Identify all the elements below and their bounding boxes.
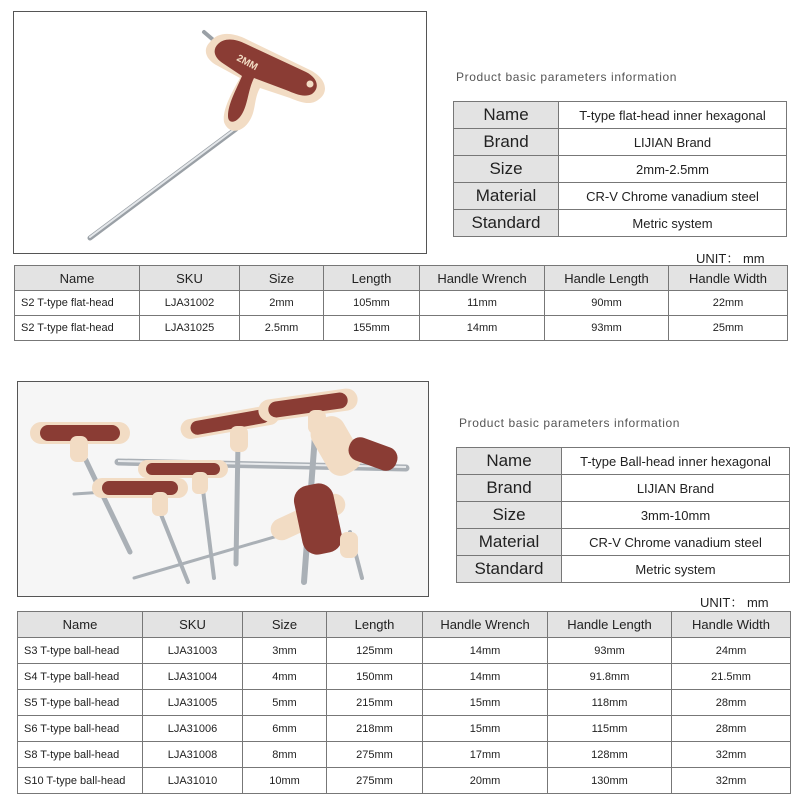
col-header: SKU — [143, 612, 243, 638]
param-value: LIJIAN Brand — [562, 475, 790, 502]
handle-6 — [92, 478, 188, 516]
ball-section-heading: Product basic parameters information — [459, 416, 681, 430]
cell-sku: LJA31004 — [143, 664, 243, 690]
col-header: SKU — [140, 266, 240, 291]
cell-handle-length: 118mm — [548, 690, 672, 716]
col-header: Name — [18, 612, 143, 638]
col-header: Handle Width — [672, 612, 791, 638]
cell-handle-length: 130mm — [548, 768, 672, 794]
param-key: Standard — [457, 556, 562, 583]
handle-size-marking: 2MM — [234, 52, 260, 74]
cell-name: S8 T-type ball-head — [18, 742, 143, 768]
table-row — [15, 316, 788, 341]
cell-handle-length: 93mm — [548, 638, 672, 664]
cell-handle-length: 93mm — [545, 316, 669, 341]
param-key: Name — [454, 102, 559, 129]
cell-handle-wrench: 11mm — [420, 291, 545, 316]
cell-name: S2 T-type flat-head — [15, 291, 140, 316]
param-row-material — [454, 183, 787, 210]
param-row-size — [457, 502, 790, 529]
cell-handle-width: 21.5mm — [672, 664, 791, 690]
param-key: Brand — [454, 129, 559, 156]
param-value: Metric system — [559, 210, 787, 237]
cell-sku: LJA31025 — [140, 316, 240, 341]
cell-size: 8mm — [243, 742, 327, 768]
param-value: CR-V Chrome vanadium steel — [562, 529, 790, 556]
cell-sku: LJA31008 — [143, 742, 243, 768]
cell-length: 215mm — [327, 690, 423, 716]
param-value: 2mm-2.5mm — [559, 156, 787, 183]
param-row-name — [457, 448, 790, 475]
cell-size: 5mm — [243, 690, 327, 716]
cell-handle-wrench: 15mm — [423, 716, 548, 742]
ball-unit-label: UNIT： mm — [700, 595, 769, 610]
cell-length: 218mm — [327, 716, 423, 742]
handle-7 — [267, 481, 358, 558]
cell-name: S2 T-type flat-head — [15, 316, 140, 341]
cell-handle-width: 24mm — [672, 638, 791, 664]
cell-handle-width: 32mm — [672, 742, 791, 768]
cell-length: 275mm — [327, 742, 423, 768]
param-value: T-type flat-head inner hexagonal — [559, 102, 787, 129]
cell-name: S3 T-type ball-head — [18, 638, 143, 664]
param-row-size — [454, 156, 787, 183]
param-row-brand — [454, 129, 787, 156]
param-value: CR-V Chrome vanadium steel — [559, 183, 787, 210]
cell-size: 6mm — [243, 716, 327, 742]
col-header: Handle Width — [669, 266, 788, 291]
col-header: Handle Wrench — [420, 266, 545, 291]
table-row — [15, 291, 788, 316]
cell-size: 2.5mm — [240, 316, 324, 341]
param-value: T-type Ball-head inner hexagonal — [562, 448, 790, 475]
cell-sku: LJA31002 — [140, 291, 240, 316]
col-header: Length — [327, 612, 423, 638]
cell-length: 150mm — [327, 664, 423, 690]
flat-unit-label: UNIT： mm — [696, 251, 765, 266]
ball-spec-table — [17, 611, 791, 794]
cell-handle-width: 25mm — [669, 316, 788, 341]
cell-handle-length: 128mm — [548, 742, 672, 768]
param-row-material — [457, 529, 790, 556]
cell-sku: LJA31010 — [143, 768, 243, 794]
spec-header-row — [15, 266, 788, 291]
handle-4 — [305, 411, 400, 481]
ball-head-wrench-illustration — [18, 382, 428, 596]
flat-spec-table — [14, 265, 788, 341]
cell-handle-width: 22mm — [669, 291, 788, 316]
cell-size: 3mm — [243, 638, 327, 664]
col-header: Length — [324, 266, 420, 291]
param-row-name — [454, 102, 787, 129]
param-key: Name — [457, 448, 562, 475]
cell-handle-length: 91.8mm — [548, 664, 672, 690]
flat-parameters-table — [453, 101, 787, 237]
cell-size: 4mm — [243, 664, 327, 690]
param-row-brand — [457, 475, 790, 502]
cell-name: S6 T-type ball-head — [18, 716, 143, 742]
cell-handle-wrench: 14mm — [423, 638, 548, 664]
cell-handle-wrench: 17mm — [423, 742, 548, 768]
spec-header-row — [18, 612, 791, 638]
table-row — [18, 716, 791, 742]
param-key: Brand — [457, 475, 562, 502]
cell-handle-length: 90mm — [545, 291, 669, 316]
col-header: Size — [243, 612, 327, 638]
col-header: Handle Wrench — [423, 612, 548, 638]
cell-sku: LJA31006 — [143, 716, 243, 742]
table-row — [18, 742, 791, 768]
ball-head-wrench-photo — [17, 381, 429, 597]
flat-head-wrench-illustration — [14, 12, 426, 253]
param-key: Size — [454, 156, 559, 183]
table-row — [18, 664, 791, 690]
cell-handle-length: 115mm — [548, 716, 672, 742]
cell-length: 155mm — [324, 316, 420, 341]
table-row — [18, 690, 791, 716]
cell-handle-wrench: 14mm — [420, 316, 545, 341]
flat-head-wrench-photo — [13, 11, 427, 254]
param-value: Metric system — [562, 556, 790, 583]
param-key: Size — [457, 502, 562, 529]
table-row — [18, 638, 791, 664]
cell-name: S5 T-type ball-head — [18, 690, 143, 716]
ball-parameters-table — [456, 447, 790, 583]
cell-length: 105mm — [324, 291, 420, 316]
cell-name: S10 T-type ball-head — [18, 768, 143, 794]
col-header: Size — [240, 266, 324, 291]
cell-name: S4 T-type ball-head — [18, 664, 143, 690]
param-key: Material — [454, 183, 559, 210]
cell-handle-wrench: 20mm — [423, 768, 548, 794]
cell-handle-wrench: 15mm — [423, 690, 548, 716]
param-value: 3mm-10mm — [562, 502, 790, 529]
cell-size: 2mm — [240, 291, 324, 316]
param-value: LIJIAN Brand — [559, 129, 787, 156]
cell-handle-wrench: 14mm — [423, 664, 548, 690]
cell-size: 10mm — [243, 768, 327, 794]
cell-handle-width: 28mm — [672, 716, 791, 742]
param-row-standard — [457, 556, 790, 583]
col-header: Handle Length — [545, 266, 669, 291]
cell-length: 125mm — [327, 638, 423, 664]
param-row-standard — [454, 210, 787, 237]
cell-handle-width: 32mm — [672, 768, 791, 794]
cell-sku: LJA31005 — [143, 690, 243, 716]
col-header: Name — [15, 266, 140, 291]
cell-handle-width: 28mm — [672, 690, 791, 716]
table-row — [18, 768, 791, 794]
cell-length: 275mm — [327, 768, 423, 794]
flat-section-heading: Product basic parameters information — [456, 70, 678, 84]
param-key: Standard — [454, 210, 559, 237]
col-header: Handle Length — [548, 612, 672, 638]
param-key: Material — [457, 529, 562, 556]
cell-sku: LJA31003 — [143, 638, 243, 664]
handle-1 — [30, 422, 130, 462]
